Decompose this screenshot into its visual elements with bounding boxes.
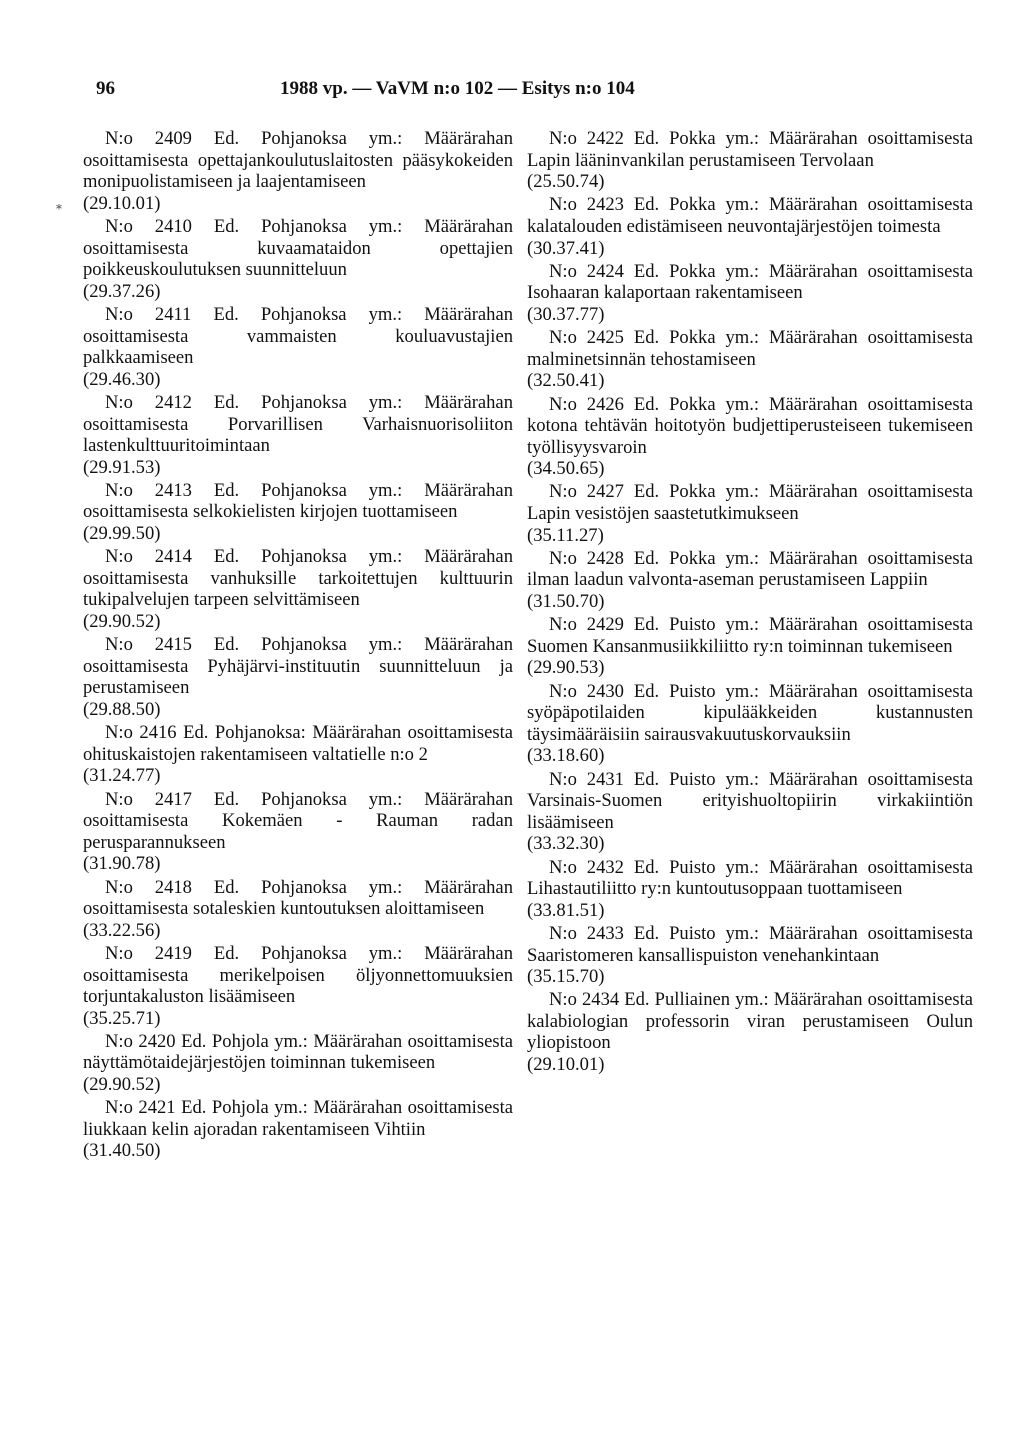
motion-entry-2419 — [83, 943, 513, 1029]
motion-entry-2418 — [83, 877, 513, 942]
motion-entry-2430 — [527, 681, 973, 767]
page-header — [96, 78, 976, 108]
budget-code: (35.11.27) — [527, 524, 604, 546]
motion-entry-2433 — [527, 923, 973, 988]
budget-code: (30.37.77) — [527, 303, 605, 325]
motion-text: N:o 2431 Ed. Puisto ym.: Määrärahan osoittamisesta Varsinais-Suomen erityishuoltopiirin virkakiintiön lisäämiseen — [527, 768, 973, 833]
motion-text: N:o 2418 Ed. Pohjanoksa ym.: Määrärahan osoittamisesta sotaleskien kuntoutuksen aloittamiseen — [83, 876, 513, 920]
motion-text: N:o 2434 Ed. Pulliainen ym.: Määrärahan osoittamisesta kalabiologian professorin viran perustamiseen Oulun yliopistoon — [527, 989, 973, 1054]
budget-code: (34.50.65) — [527, 458, 605, 480]
motion-text: N:o 2423 Ed. Pokka ym.: Määrärahan osoittamisesta kalatalouden edistämiseen neuvontajärjestöjen toimesta — [527, 194, 973, 237]
budget-code: (29.10.01) — [83, 192, 161, 214]
motion-entry-2413 — [83, 480, 513, 545]
motion-text: N:o 2425 Ed. Pokka ym.: Määrärahan osoittamisesta malminetsinnän tehostamiseen — [527, 327, 973, 370]
budget-code: (29.90.53) — [527, 657, 605, 679]
budget-code: (33.22.56) — [83, 919, 161, 941]
budget-code: (25.50.74) — [527, 171, 605, 193]
motion-text: N:o 2419 Ed. Pohjanoksa ym.: Määrärahan osoittamisesta merikelpoisen öljyonnettomuuksien torjuntakaluston lisäämiseen — [83, 942, 513, 1008]
motion-entry-2421 — [83, 1097, 513, 1162]
budget-code: (29.88.50) — [83, 699, 161, 720]
motion-entry-2412 — [83, 392, 513, 478]
budget-code: (31.50.70) — [527, 591, 605, 613]
motion-entry-2432 — [527, 857, 973, 922]
budget-code: (31.90.78) — [83, 853, 161, 875]
budget-code: (31.40.50) — [83, 1140, 161, 1162]
scan-speck: ⁎ — [56, 198, 62, 212]
motion-text: N:o 2432 Ed. Puisto ym.: Määrärahan osoittamisesta Lihastautiliitto ry:n kuntoutusoppaan tuottamiseen — [527, 856, 973, 900]
budget-code: (35.25.71) — [83, 1007, 161, 1029]
motion-text: N:o 2426 Ed. Pokka ym.: Määrärahan osoittamisesta kotona tehtävän hoitotyön budjettiperusteiseen tukemiseen työllisyysvaroin — [527, 393, 973, 458]
motion-text: N:o 2415 Ed. Pohjanoksa ym.: Määrärahan osoittamisesta Pyhäjärvi-instituutin suunnitteluun ja perustamiseen — [83, 634, 513, 699]
motion-entry-2427 — [527, 481, 973, 546]
motion-entry-2415 — [83, 634, 513, 720]
motion-text: N:o 2433 Ed. Puisto ym.: Määrärahan osoittamisesta Saaristomeren kansallispuiston venehankintaan — [527, 922, 973, 966]
motion-entry-2422 — [527, 128, 973, 193]
page-number: 96 — [96, 78, 115, 99]
motion-entry-2429 — [527, 614, 973, 679]
budget-code: (29.90.52) — [83, 1074, 161, 1096]
motion-text: N:o 2420 Ed. Pohjola ym.: Määrärahan osoittamisesta näyttämötaidejärjestöjen toiminnan tukemiseen — [83, 1030, 513, 1074]
motion-text: N:o 2413 Ed. Pohjanoksa ym.: Määrärahan osoittamisesta selkokielisten kirjojen tuottamiseen — [83, 479, 513, 523]
motion-text: N:o 2411 Ed. Pohjanoksa ym.: Määrärahan osoittamisesta vammaisten kouluavustajien palkkaamiseen — [83, 303, 513, 369]
budget-code: (29.10.01) — [527, 1054, 605, 1076]
motion-entry-2416 — [83, 722, 513, 787]
running-title: 1988 vp. — VaVM n:o 102 — Esitys n:o 104 — [280, 78, 635, 99]
motion-entry-2411 — [83, 304, 513, 390]
motion-text: N:o 2424 Ed. Pokka ym.: Määrärahan osoittamisesta Isohaaran kalaportaan rakentamiseen — [527, 260, 973, 304]
motion-entry-2425 — [527, 327, 973, 392]
motion-text: N:o 2412 Ed. Pohjanoksa ym.: Määrärahan osoittamisesta Porvarillisen Varhaisnuorisoliiton lastenkulttuuritoimintaan — [83, 391, 513, 457]
motion-entry-2431 — [527, 769, 973, 855]
motion-entry-2434 — [527, 989, 973, 1075]
motion-entry-2409 — [83, 128, 513, 214]
motion-entry-2423 — [527, 194, 973, 259]
motion-text: N:o 2410 Ed. Pohjanoksa ym.: Määrärahan osoittamisesta kuvaamataidon opettajien poikkeuskoulutuksen suunnitteluun — [83, 215, 513, 281]
motion-text: N:o 2421 Ed. Pohjola ym.: Määrärahan osoittamisesta liukkaan kelin ajoradan rakentamiseen Vihtiin — [83, 1097, 513, 1140]
motion-entry-2420 — [83, 1031, 513, 1096]
motion-text: N:o 2417 Ed. Pohjanoksa ym.: Määrärahan osoittamisesta Kokemäen - Rauman radan perusparannukseen — [83, 788, 513, 853]
motion-entry-2410 — [83, 216, 513, 302]
motion-text: N:o 2409 Ed. Pohjanoksa ym.: Määrärahan osoittamisesta opettajankoulutuslaitosten pääsykokeiden monipuolistamiseen ja laajentamiseen — [83, 128, 513, 193]
motion-text: N:o 2422 Ed. Pokka ym.: Määrärahan osoittamisesta Lapin lääninvankilan perustamiseen Tervolaan — [527, 128, 973, 171]
budget-code: (30.37.41) — [527, 237, 605, 259]
budget-code: (33.32.30) — [527, 833, 605, 855]
budget-code: (32.50.41) — [527, 370, 605, 392]
budget-code: (29.91.53) — [83, 456, 161, 478]
budget-code: (31.24.77) — [83, 765, 161, 787]
motion-entry-2414 — [83, 546, 513, 632]
budget-code: (29.46.30) — [83, 368, 161, 390]
budget-code: (33.18.60) — [527, 745, 605, 767]
motion-entry-2417 — [83, 789, 513, 875]
budget-code: (35.15.70) — [527, 966, 605, 988]
budget-code: (29.99.50) — [83, 523, 161, 545]
motion-entry-2426 — [527, 394, 973, 480]
motion-entry-2424 — [527, 261, 973, 326]
budget-code: (33.81.51) — [527, 899, 605, 921]
motion-text: N:o 2414 Ed. Pohjanoksa ym.: Määrärahan osoittamisesta vanhuksille tarkoitettujen kulttuurin tukipalvelujen tarpeen selvittämiseen — [83, 546, 513, 611]
motion-text: N:o 2429 Ed. Puisto ym.: Määrärahan osoittamisesta Suomen Kansanmusiikkiliitto ry:n toiminnan tukemiseen — [527, 614, 973, 657]
motion-text: N:o 2430 Ed. Puisto ym.: Määrärahan osoittamisesta syöpäpotilaiden kipulääkkeiden kustannusten täysimääräisiin sairausvakuutuskorvauksiin — [527, 680, 973, 745]
motion-text: N:o 2416 Ed. Pohjanoksa: Määrärahan osoittamisesta ohituskaistojen rakentamiseen valtatielle n:o 2 — [83, 722, 513, 765]
right-column — [527, 128, 973, 1077]
budget-code: (29.90.52) — [83, 611, 161, 633]
left-column — [83, 128, 513, 1164]
motion-text: N:o 2428 Ed. Pokka ym.: Määrärahan osoittamisesta ilman laadun valvonta-aseman perustamiseen Lappiin — [527, 547, 973, 591]
motion-entry-2428 — [527, 548, 973, 613]
motion-text: N:o 2427 Ed. Pokka ym.: Määrärahan osoittamisesta Lapin vesistöjen saastetutkimukseen — [527, 481, 973, 525]
budget-code: (29.37.26) — [83, 280, 161, 302]
